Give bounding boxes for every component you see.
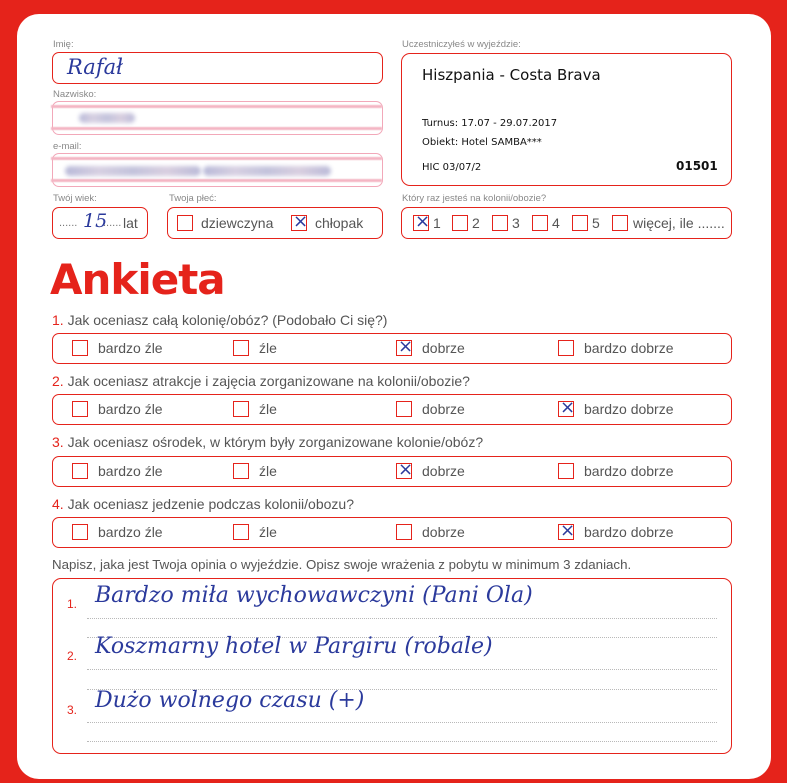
question-3-text: Jak oceniasz ośrodek, w którym były zorganizowane kolonie/obóz? bbox=[67, 434, 484, 450]
question-4-options bbox=[52, 517, 732, 548]
q2-option-bardzo-zle: bardzo źle bbox=[98, 401, 163, 417]
wiek-field[interactable] bbox=[52, 207, 148, 239]
trip-name: Hiszpania - Costa Brava bbox=[422, 66, 601, 84]
plec-checkbox-dziewczyna[interactable] bbox=[177, 215, 193, 231]
times-checkbox-2[interactable] bbox=[452, 215, 468, 231]
times-checkbox-wiecej[interactable] bbox=[612, 215, 628, 231]
times-option-5: 5 bbox=[592, 215, 600, 231]
opinion-2-number: 2. bbox=[67, 649, 78, 663]
wiek-dots-right: ...... bbox=[103, 217, 122, 229]
plec-checkbox-chlopak[interactable] bbox=[291, 211, 309, 232]
q1-option-bardzo-dobrze: bardzo dobrze bbox=[584, 340, 674, 356]
q4-option-dobrze: dobrze bbox=[422, 524, 465, 540]
q2-checkbox-zle[interactable] bbox=[233, 401, 249, 417]
times-option-wiecej: więcej, ile ....... bbox=[633, 215, 725, 231]
question-3-number: 3. bbox=[52, 434, 64, 450]
q3-checkbox-bardzo-zle[interactable] bbox=[72, 463, 88, 479]
q4-checkbox-dobrze[interactable] bbox=[396, 524, 412, 540]
q3-checkbox-dobrze[interactable] bbox=[396, 459, 414, 480]
opinion-3-number: 3. bbox=[67, 703, 78, 717]
plec-field bbox=[167, 207, 383, 239]
checkmark-x-icon: × bbox=[560, 520, 576, 541]
question-2-number: 2. bbox=[52, 373, 64, 389]
q1-checkbox-zle[interactable] bbox=[233, 340, 249, 356]
opinion-prompt: Napisz, jaka jest Twoja opinia o wyjeździe. Opisz swoje wrażenia z pobytu w minimum 3 zdaniach. bbox=[52, 557, 632, 572]
times-label: Który raz jesteś na kolonii/obozie? bbox=[402, 193, 547, 204]
q1-checkbox-bardzo-dobrze[interactable] bbox=[558, 340, 574, 356]
times-option-3: 3 bbox=[512, 215, 520, 231]
checkmark-x-icon: × bbox=[398, 459, 414, 480]
wiek-value: 15 bbox=[83, 210, 108, 232]
q1-option-dobrze: dobrze bbox=[422, 340, 465, 356]
q2-checkbox-dobrze[interactable] bbox=[396, 401, 412, 417]
question-3 bbox=[52, 434, 483, 450]
q4-option-bardzo-zle: bardzo źle bbox=[98, 524, 163, 540]
q1-checkbox-dobrze[interactable] bbox=[396, 336, 414, 357]
redacted-surname bbox=[79, 113, 135, 123]
trip-turnus: Turnus: 17.07 - 29.07.2017 bbox=[422, 118, 558, 129]
question-1-number: 1. bbox=[52, 312, 64, 328]
q2-checkbox-bardzo-zle[interactable] bbox=[72, 401, 88, 417]
plec-option-chlopak: chłopak bbox=[315, 215, 364, 231]
times-option-1: 1 bbox=[433, 215, 441, 231]
q4-option-bardzo-dobrze: bardzo dobrze bbox=[584, 524, 674, 540]
checkmark-x-icon: × bbox=[415, 211, 431, 232]
q3-option-bardzo-zle: bardzo źle bbox=[98, 463, 163, 479]
trip-obiekt: Obiekt: Hotel SAMBA*** bbox=[422, 137, 542, 148]
q4-checkbox-bardzo-zle[interactable] bbox=[72, 524, 88, 540]
wiek-unit: lat bbox=[123, 215, 138, 231]
opinion-3-text: Dużo wolnego czasu (+) bbox=[95, 688, 365, 713]
q3-option-dobrze: dobrze bbox=[422, 463, 465, 479]
q4-option-zle: źle bbox=[259, 524, 277, 540]
nazwisko-field[interactable] bbox=[52, 101, 383, 135]
q2-option-zle: źle bbox=[259, 401, 277, 417]
question-1-text: Jak oceniasz całą kolonię/obóz? (Podobało Ci się?) bbox=[67, 312, 388, 328]
q4-checkbox-zle[interactable] bbox=[233, 524, 249, 540]
times-checkbox-3[interactable] bbox=[492, 215, 508, 231]
question-2-text: Jak oceniasz atrakcje i zajęcia zorganizowane na kolonii/obozie? bbox=[67, 373, 470, 389]
opinion-1-text: Bardzo miła wychowawczyni (Pani Ola) bbox=[95, 583, 533, 608]
checkmark-x-icon: × bbox=[293, 211, 309, 232]
imie-value: Rafał bbox=[67, 55, 123, 79]
redacted-email-user bbox=[65, 166, 201, 176]
q2-option-bardzo-dobrze: bardzo dobrze bbox=[584, 401, 674, 417]
trip-number: 01501 bbox=[676, 159, 718, 173]
email-field[interactable] bbox=[52, 153, 383, 187]
imie-field[interactable] bbox=[52, 52, 383, 84]
opinion-1-number: 1. bbox=[67, 597, 78, 611]
question-1-options bbox=[52, 333, 732, 364]
checkmark-x-icon: × bbox=[560, 397, 576, 418]
question-4-number: 4. bbox=[52, 496, 64, 512]
times-checkbox-4[interactable] bbox=[532, 215, 548, 231]
checkmark-x-icon: × bbox=[398, 336, 414, 357]
times-checkbox-5[interactable] bbox=[572, 215, 588, 231]
plec-option-dziewczyna: dziewczyna bbox=[201, 215, 274, 231]
question-1 bbox=[52, 312, 387, 328]
q3-checkbox-zle[interactable] bbox=[233, 463, 249, 479]
trip-label: Uczestniczyłeś w wyjeździe: bbox=[402, 39, 521, 50]
email-label: e-mail: bbox=[53, 141, 82, 152]
times-option-4: 4 bbox=[552, 215, 560, 231]
wiek-dots-left: ...... bbox=[59, 217, 78, 229]
trip-code: HIC 03/07/2 bbox=[422, 162, 482, 173]
q1-option-bardzo-zle: bardzo źle bbox=[98, 340, 163, 356]
imie-label: Imię: bbox=[53, 39, 74, 50]
q4-checkbox-bardzo-dobrze[interactable] bbox=[558, 520, 576, 541]
question-3-options bbox=[52, 456, 732, 487]
question-2-options bbox=[52, 394, 732, 425]
question-4-text: Jak oceniasz jedzenie podczas kolonii/obozu? bbox=[67, 496, 354, 512]
opinion-box[interactable] bbox=[52, 578, 732, 754]
times-option-2: 2 bbox=[472, 215, 480, 231]
q1-checkbox-bardzo-zle[interactable] bbox=[72, 340, 88, 356]
q3-option-bardzo-dobrze: bardzo dobrze bbox=[584, 463, 674, 479]
plec-label: Twoja płeć: bbox=[169, 193, 217, 204]
question-4 bbox=[52, 496, 354, 512]
survey-title: Ankieta bbox=[50, 255, 225, 304]
redacted-email-domain bbox=[203, 166, 331, 176]
q2-option-dobrze: dobrze bbox=[422, 401, 465, 417]
trip-info-box bbox=[401, 53, 732, 186]
q1-option-zle: źle bbox=[259, 340, 277, 356]
wiek-label: Twój wiek: bbox=[53, 193, 97, 204]
opinion-2-text: Koszmarny hotel w Pargiru (robale) bbox=[95, 634, 493, 659]
times-field bbox=[401, 207, 732, 239]
times-checkbox-1[interactable] bbox=[413, 211, 431, 232]
nazwisko-label: Nazwisko: bbox=[53, 89, 97, 100]
question-2 bbox=[52, 373, 470, 389]
q3-option-zle: źle bbox=[259, 463, 277, 479]
q2-checkbox-bardzo-dobrze[interactable] bbox=[558, 397, 576, 418]
q3-checkbox-bardzo-dobrze[interactable] bbox=[558, 463, 574, 479]
